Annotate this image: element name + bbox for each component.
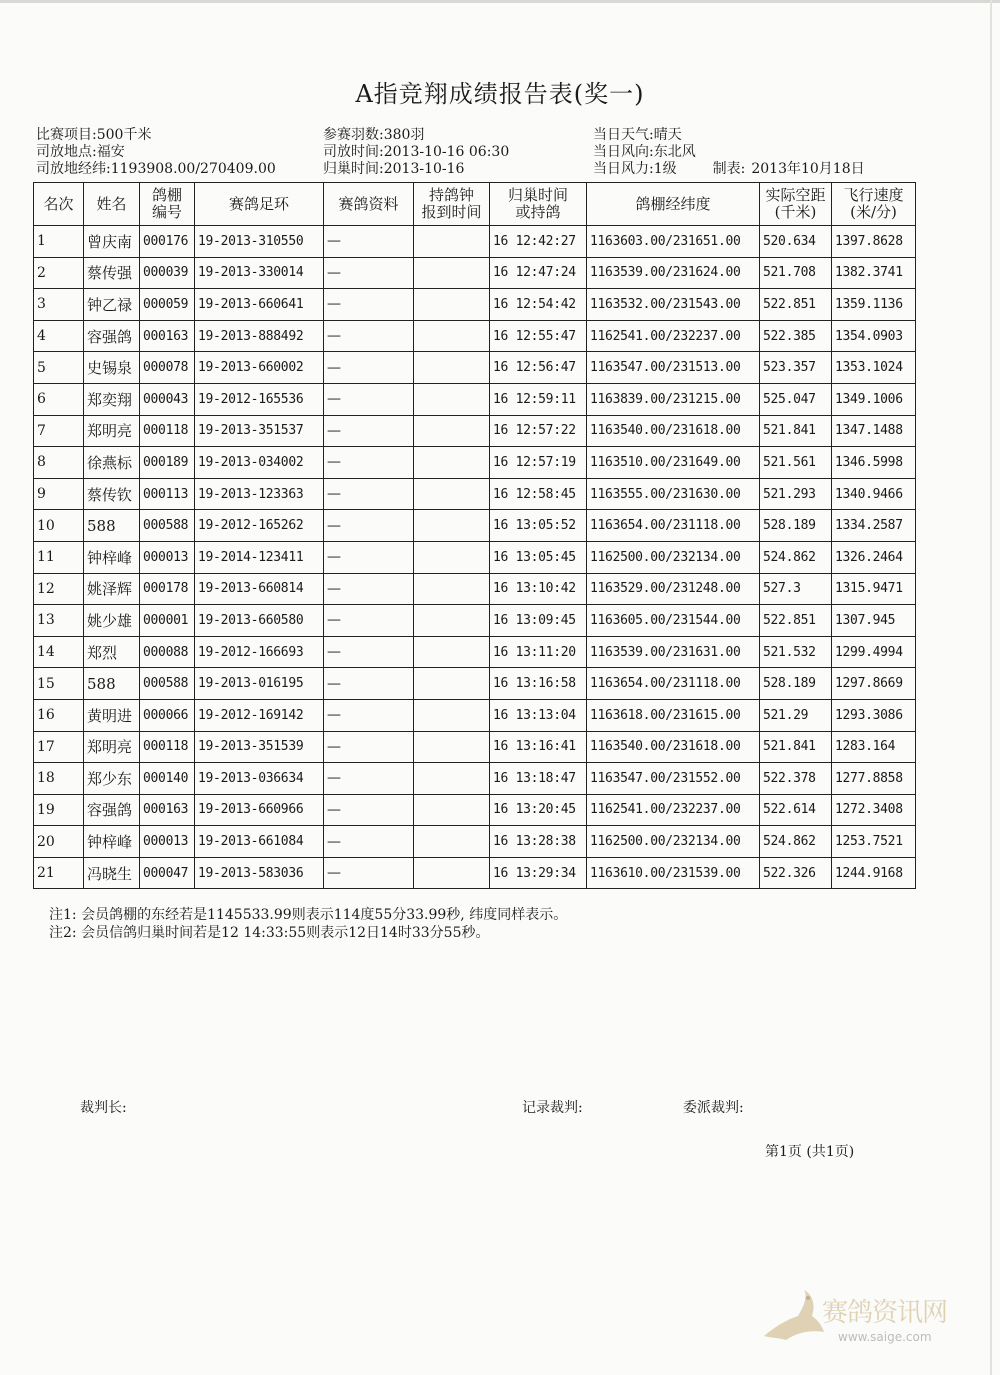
cell-distance-km: 521.561 — [760, 447, 832, 479]
cell-ring-number: 19-2013-660966 — [195, 794, 324, 826]
cell-loft-id: 000140 — [140, 763, 195, 795]
table-row — [34, 763, 916, 795]
cell-loft-coordinates: 1163539.00/231624.00 — [587, 257, 760, 289]
table-row — [34, 857, 916, 889]
column-header — [414, 183, 490, 226]
cell-speed-m-per-min: 1297.8669 — [832, 668, 916, 700]
cell-distance-km: 528.189 — [760, 668, 832, 700]
cell-clock-time — [414, 289, 490, 321]
cell-name: 徐燕标 — [84, 447, 140, 479]
cell-clock-time — [414, 541, 490, 573]
cell-rank: 18 — [34, 763, 84, 795]
cell-loft-id: 000013 — [140, 826, 195, 858]
cell-name: 郑奕翔 — [84, 383, 140, 415]
cell-pigeon-info: — — [324, 857, 414, 889]
cell-arrival-time: 16 13:13:04 — [490, 699, 587, 731]
cell-clock-time — [414, 794, 490, 826]
cell-distance-km: 528.189 — [760, 510, 832, 542]
cell-rank: 16 — [34, 699, 84, 731]
column-header — [587, 183, 760, 226]
note-1: 注1: 会员鸽棚的东经若是1145533.99则表示114度55分33.99秒, 纬度同样表示。 — [49, 907, 568, 923]
table-row — [34, 668, 916, 700]
cell-rank: 9 — [34, 478, 84, 510]
cell-rank: 11 — [34, 541, 84, 573]
meta-item: 参赛羽数:380羽 — [323, 127, 425, 143]
cell-rank: 7 — [34, 415, 84, 447]
meta-column-3 — [593, 127, 865, 178]
column-header-line: 名次 — [43, 194, 74, 213]
cell-arrival-time: 16 13:16:58 — [490, 668, 587, 700]
cell-pigeon-info: — — [324, 383, 414, 415]
column-header — [140, 183, 195, 226]
cell-distance-km: 520.634 — [760, 226, 832, 258]
cell-ring-number: 19-2013-660814 — [195, 573, 324, 605]
table-row — [34, 794, 916, 826]
cell-loft-coordinates: 1162500.00/232134.00 — [587, 826, 760, 858]
cell-ring-number: 19-2013-123363 — [195, 478, 324, 510]
cell-clock-time — [414, 763, 490, 795]
table-header-row — [34, 183, 916, 226]
table-row — [34, 605, 916, 637]
cell-ring-number: 19-2012-169142 — [195, 699, 324, 731]
cell-pigeon-info: — — [324, 415, 414, 447]
cell-loft-id: 000118 — [140, 415, 195, 447]
meta-item: 归巢时间:2013-10-16 — [323, 161, 465, 177]
cell-pigeon-info: — — [324, 447, 414, 479]
cell-ring-number: 19-2013-330014 — [195, 257, 324, 289]
column-header-line: 飞行速度 — [843, 186, 904, 204]
cell-ring-number: 19-2013-310550 — [195, 226, 324, 258]
cell-speed-m-per-min: 1307.945 — [832, 605, 916, 637]
meta-item: 当日风力:1级 制表: 2013年10月18日 — [593, 161, 865, 177]
cell-pigeon-info: — — [324, 573, 414, 605]
cell-name: 钟梓峰 — [84, 541, 140, 573]
cell-speed-m-per-min: 1382.3741 — [832, 257, 916, 289]
cell-ring-number: 19-2013-583036 — [195, 857, 324, 889]
meta-item: 司放地点:福安 — [36, 144, 125, 160]
cell-name: 588 — [84, 510, 140, 542]
table-row — [34, 352, 916, 384]
cell-distance-km: 523.357 — [760, 352, 832, 384]
meta-item: 司放时间:2013-10-16 06:30 — [323, 144, 510, 160]
scan-edge — [0, 0, 1000, 3]
cell-distance-km: 521.708 — [760, 257, 832, 289]
cell-ring-number: 19-2013-660002 — [195, 352, 324, 384]
column-header-line: 鸽棚经纬度 — [635, 194, 711, 213]
cell-loft-coordinates: 1163532.00/231543.00 — [587, 289, 760, 321]
table-row — [34, 447, 916, 479]
cell-pigeon-info: — — [324, 320, 414, 352]
cell-name: 钟乙禄 — [84, 289, 140, 321]
cell-name: 钟梓峰 — [84, 826, 140, 858]
cell-loft-id: 000043 — [140, 383, 195, 415]
cell-distance-km: 525.047 — [760, 383, 832, 415]
cell-clock-time — [414, 383, 490, 415]
cell-rank: 8 — [34, 447, 84, 479]
cell-loft-coordinates: 1162541.00/232237.00 — [587, 794, 760, 826]
cell-loft-coordinates: 1163654.00/231118.00 — [587, 668, 760, 700]
cell-speed-m-per-min: 1349.1006 — [832, 383, 916, 415]
meta-item: 司放地经纬:1193908.00/270409.00 — [36, 161, 276, 177]
cell-pigeon-info: — — [324, 731, 414, 763]
cell-ring-number: 19-2012-166693 — [195, 636, 324, 668]
cell-rank: 4 — [34, 320, 84, 352]
cell-distance-km: 522.851 — [760, 289, 832, 321]
meta-column-1 — [36, 127, 276, 178]
scan-edge — [990, 0, 992, 1375]
cell-loft-coordinates: 1163510.00/231649.00 — [587, 447, 760, 479]
cell-loft-id: 000178 — [140, 573, 195, 605]
cell-loft-id: 000066 — [140, 699, 195, 731]
made-date-label: 制表: — [712, 161, 746, 177]
cell-name: 姚少雄 — [84, 605, 140, 637]
cell-clock-time — [414, 478, 490, 510]
cell-loft-coordinates: 1163603.00/231651.00 — [587, 226, 760, 258]
pigeon-logo-icon — [758, 1286, 828, 1348]
cell-rank: 1 — [34, 226, 84, 258]
cell-distance-km: 522.326 — [760, 857, 832, 889]
table-row — [34, 415, 916, 447]
column-header-line: 报到时间 — [421, 203, 482, 221]
column-header-line: 持鸽钟 — [428, 186, 474, 204]
table-row — [34, 320, 916, 352]
cell-name: 容强鸽 — [84, 320, 140, 352]
cell-loft-coordinates: 1163605.00/231544.00 — [587, 605, 760, 637]
cell-speed-m-per-min: 1272.3408 — [832, 794, 916, 826]
cell-clock-time — [414, 573, 490, 605]
cell-pigeon-info: — — [324, 257, 414, 289]
cell-loft-id: 000047 — [140, 857, 195, 889]
cell-speed-m-per-min: 1340.9466 — [832, 478, 916, 510]
cell-rank: 17 — [34, 731, 84, 763]
cell-arrival-time: 16 12:42:27 — [490, 226, 587, 258]
cell-name: 容强鸽 — [84, 794, 140, 826]
cell-pigeon-info: — — [324, 352, 414, 384]
cell-name: 史锡泉 — [84, 352, 140, 384]
cell-distance-km: 522.614 — [760, 794, 832, 826]
table-row — [34, 731, 916, 763]
cell-clock-time — [414, 636, 490, 668]
cell-loft-coordinates: 1163839.00/231215.00 — [587, 383, 760, 415]
cell-pigeon-info: — — [324, 668, 414, 700]
cell-ring-number: 19-2013-351537 — [195, 415, 324, 447]
cell-speed-m-per-min: 1326.2464 — [832, 541, 916, 573]
cell-pigeon-info: — — [324, 289, 414, 321]
cell-loft-id: 000078 — [140, 352, 195, 384]
cell-speed-m-per-min: 1346.5998 — [832, 447, 916, 479]
cell-ring-number: 19-2013-660580 — [195, 605, 324, 637]
cell-rank: 14 — [34, 636, 84, 668]
meta-item: 比赛项目:500千米 — [36, 127, 152, 143]
cell-loft-coordinates: 1163547.00/231513.00 — [587, 352, 760, 384]
cell-loft-coordinates: 1163540.00/231618.00 — [587, 731, 760, 763]
cell-clock-time — [414, 320, 490, 352]
meta-column-2 — [323, 127, 509, 178]
cell-arrival-time: 16 12:56:47 — [490, 352, 587, 384]
cell-loft-id: 000588 — [140, 668, 195, 700]
cell-arrival-time: 16 12:58:45 — [490, 478, 587, 510]
cell-clock-time — [414, 415, 490, 447]
cell-loft-id: 000088 — [140, 636, 195, 668]
cell-clock-time — [414, 857, 490, 889]
cell-rank: 2 — [34, 257, 84, 289]
cell-ring-number: 19-2013-034002 — [195, 447, 324, 479]
cell-clock-time — [414, 447, 490, 479]
cell-pigeon-info: — — [324, 510, 414, 542]
cell-loft-id: 000189 — [140, 447, 195, 479]
cell-pigeon-info: — — [324, 541, 414, 573]
column-header-line: 鸽棚 — [151, 186, 182, 204]
cell-loft-coordinates: 1162500.00/232134.00 — [587, 541, 760, 573]
notes — [49, 906, 567, 942]
cell-name: 郑烈 — [84, 636, 140, 668]
column-header-line: (米/分) — [850, 203, 897, 221]
cell-name: 郑明亮 — [84, 731, 140, 763]
table-row — [34, 699, 916, 731]
cell-arrival-time: 16 13:28:38 — [490, 826, 587, 858]
table-row — [34, 226, 916, 258]
cell-arrival-time: 16 13:05:52 — [490, 510, 587, 542]
table-row — [34, 636, 916, 668]
cell-loft-id: 000163 — [140, 320, 195, 352]
cell-ring-number: 19-2014-123411 — [195, 541, 324, 573]
cell-loft-coordinates: 1162541.00/232237.00 — [587, 320, 760, 352]
cell-loft-coordinates: 1163529.00/231248.00 — [587, 573, 760, 605]
cell-arrival-time: 16 13:18:47 — [490, 763, 587, 795]
cell-distance-km: 521.29 — [760, 699, 832, 731]
column-header — [84, 183, 140, 226]
table-row — [34, 510, 916, 542]
cell-pigeon-info: — — [324, 636, 414, 668]
cell-rank: 15 — [34, 668, 84, 700]
cell-loft-coordinates: 1163654.00/231118.00 — [587, 510, 760, 542]
cell-distance-km: 524.862 — [760, 826, 832, 858]
cell-clock-time — [414, 605, 490, 637]
cell-rank: 20 — [34, 826, 84, 858]
table-row — [34, 826, 916, 858]
table-row — [34, 478, 916, 510]
cell-distance-km: 521.841 — [760, 731, 832, 763]
cell-rank: 12 — [34, 573, 84, 605]
cell-name: 姚泽辉 — [84, 573, 140, 605]
cell-arrival-time: 16 12:55:47 — [490, 320, 587, 352]
cell-speed-m-per-min: 1347.1488 — [832, 415, 916, 447]
watermark-name: 赛鸽资讯网 — [822, 1298, 948, 1328]
table-row — [34, 257, 916, 289]
cell-rank: 3 — [34, 289, 84, 321]
cell-name: 蔡传钦 — [84, 478, 140, 510]
cell-loft-id: 000113 — [140, 478, 195, 510]
cell-distance-km: 521.532 — [760, 636, 832, 668]
cell-rank: 21 — [34, 857, 84, 889]
cell-distance-km: 521.293 — [760, 478, 832, 510]
cell-clock-time — [414, 352, 490, 384]
cell-pigeon-info: — — [324, 605, 414, 637]
column-header — [324, 183, 414, 226]
column-header — [490, 183, 587, 226]
cell-loft-coordinates: 1163618.00/231615.00 — [587, 699, 760, 731]
cell-speed-m-per-min: 1299.4994 — [832, 636, 916, 668]
table-row — [34, 573, 916, 605]
meta-item: 当日天气:晴天 — [593, 127, 682, 143]
cell-speed-m-per-min: 1397.8628 — [832, 226, 916, 258]
cell-rank: 19 — [34, 794, 84, 826]
cell-speed-m-per-min: 1244.9168 — [832, 857, 916, 889]
cell-arrival-time: 16 13:16:41 — [490, 731, 587, 763]
column-header-line: 赛鸽足环 — [228, 194, 289, 213]
watermark — [758, 1286, 963, 1352]
cell-ring-number: 19-2013-036634 — [195, 763, 324, 795]
table-row — [34, 541, 916, 573]
cell-arrival-time: 16 12:54:42 — [490, 289, 587, 321]
cell-name: 郑明亮 — [84, 415, 140, 447]
cell-pigeon-info: — — [324, 478, 414, 510]
cell-ring-number: 19-2013-888492 — [195, 320, 324, 352]
results-table — [33, 182, 916, 889]
column-header-line: 编号 — [151, 203, 182, 221]
cell-ring-number: 19-2013-661084 — [195, 826, 324, 858]
cell-clock-time — [414, 699, 490, 731]
cell-name: 曾庆南 — [84, 226, 140, 258]
meta-item: 当日风向:东北风 — [593, 144, 696, 160]
column-header-line: (千米) — [774, 203, 817, 221]
table-row — [34, 383, 916, 415]
cell-pigeon-info: — — [324, 763, 414, 795]
cell-name: 冯晓生 — [84, 857, 140, 889]
cell-speed-m-per-min: 1253.7521 — [832, 826, 916, 858]
cell-arrival-time: 16 13:20:45 — [490, 794, 587, 826]
cell-distance-km: 521.841 — [760, 415, 832, 447]
cell-loft-id: 000059 — [140, 289, 195, 321]
cell-clock-time — [414, 731, 490, 763]
cell-rank: 6 — [34, 383, 84, 415]
cell-clock-time — [414, 226, 490, 258]
cell-pigeon-info: — — [324, 699, 414, 731]
report-title: A指竞翔成绩报告表(奖一) — [355, 80, 645, 108]
cell-name: 588 — [84, 668, 140, 700]
cell-speed-m-per-min: 1277.8858 — [832, 763, 916, 795]
cell-speed-m-per-min: 1359.1136 — [832, 289, 916, 321]
watermark-url: www.saige.com — [838, 1330, 932, 1344]
cell-speed-m-per-min: 1293.3086 — [832, 699, 916, 731]
cell-loft-id: 000001 — [140, 605, 195, 637]
cell-loft-coordinates: 1163540.00/231618.00 — [587, 415, 760, 447]
cell-loft-coordinates: 1163547.00/231552.00 — [587, 763, 760, 795]
column-header-line: 姓名 — [96, 194, 127, 213]
cell-distance-km: 522.385 — [760, 320, 832, 352]
cell-loft-id: 000118 — [140, 731, 195, 763]
cell-ring-number: 19-2012-165536 — [195, 383, 324, 415]
cell-speed-m-per-min: 1315.9471 — [832, 573, 916, 605]
cell-speed-m-per-min: 1354.0903 — [832, 320, 916, 352]
cell-loft-id: 000588 — [140, 510, 195, 542]
cell-arrival-time: 16 12:57:19 — [490, 447, 587, 479]
cell-speed-m-per-min: 1283.164 — [832, 731, 916, 763]
column-header — [760, 183, 832, 226]
column-header-line: 归巢时间 — [507, 186, 568, 204]
cell-loft-id: 000176 — [140, 226, 195, 258]
cell-arrival-time: 16 13:10:42 — [490, 573, 587, 605]
cell-rank: 5 — [34, 352, 84, 384]
cell-distance-km: 522.851 — [760, 605, 832, 637]
column-header-line: 实际空距 — [765, 186, 826, 204]
cell-arrival-time: 16 13:29:34 — [490, 857, 587, 889]
cell-name: 蔡传强 — [84, 257, 140, 289]
cell-clock-time — [414, 510, 490, 542]
cell-loft-coordinates: 1163555.00/231630.00 — [587, 478, 760, 510]
cell-arrival-time: 16 12:47:24 — [490, 257, 587, 289]
cell-pigeon-info: — — [324, 826, 414, 858]
note-2: 注2: 会员信鸽归巢时间若是12 14:33:55则表示12日14时33分55秒。 — [49, 925, 490, 941]
column-header-line: 赛鸽资料 — [338, 194, 399, 213]
cell-distance-km: 524.862 — [760, 541, 832, 573]
cell-name: 郑少东 — [84, 763, 140, 795]
signature-assigned: 委派裁判: — [683, 1100, 744, 1116]
cell-loft-id: 000039 — [140, 257, 195, 289]
column-header — [34, 183, 84, 226]
cell-arrival-time: 16 12:57:22 — [490, 415, 587, 447]
cell-arrival-time: 16 12:59:11 — [490, 383, 587, 415]
column-header-line: 或持鸽 — [515, 203, 561, 221]
cell-name: 黄明进 — [84, 699, 140, 731]
made-date: 2013年10月18日 — [751, 161, 865, 177]
cell-speed-m-per-min: 1334.2587 — [832, 510, 916, 542]
cell-clock-time — [414, 826, 490, 858]
signature-recorder: 记录裁判: — [522, 1100, 583, 1116]
cell-pigeon-info: — — [324, 794, 414, 826]
cell-pigeon-info: — — [324, 226, 414, 258]
column-header — [832, 183, 916, 226]
cell-rank: 13 — [34, 605, 84, 637]
cell-arrival-time: 16 13:11:20 — [490, 636, 587, 668]
cell-ring-number: 19-2013-351539 — [195, 731, 324, 763]
cell-clock-time — [414, 668, 490, 700]
cell-clock-time — [414, 257, 490, 289]
cell-loft-coordinates: 1163539.00/231631.00 — [587, 636, 760, 668]
signature-chief: 裁判长: — [80, 1100, 127, 1116]
cell-ring-number: 19-2013-016195 — [195, 668, 324, 700]
cell-rank: 10 — [34, 510, 84, 542]
page-number: 第1页 (共1页) — [765, 1144, 855, 1160]
cell-distance-km: 522.378 — [760, 763, 832, 795]
cell-distance-km: 527.3 — [760, 573, 832, 605]
cell-ring-number: 19-2013-660641 — [195, 289, 324, 321]
column-header — [195, 183, 324, 226]
cell-loft-id: 000013 — [140, 541, 195, 573]
cell-arrival-time: 16 13:05:45 — [490, 541, 587, 573]
cell-arrival-time: 16 13:09:45 — [490, 605, 587, 637]
cell-loft-coordinates: 1163610.00/231539.00 — [587, 857, 760, 889]
cell-ring-number: 19-2012-165262 — [195, 510, 324, 542]
cell-speed-m-per-min: 1353.1024 — [832, 352, 916, 384]
cell-loft-id: 000163 — [140, 794, 195, 826]
table-row — [34, 289, 916, 321]
